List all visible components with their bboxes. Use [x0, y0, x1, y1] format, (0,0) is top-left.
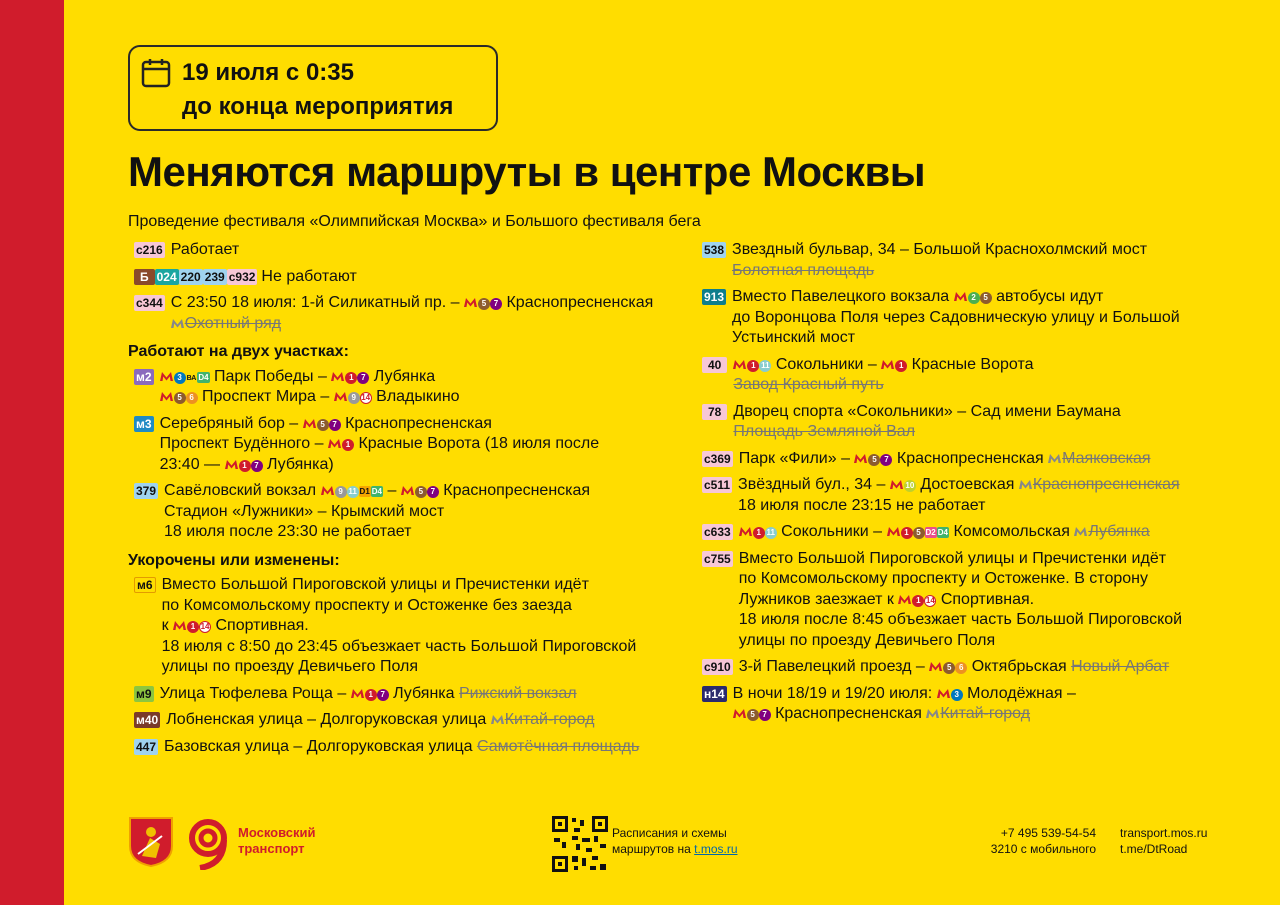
route-entry-447 [134, 737, 694, 758]
route-badge: Б [134, 269, 155, 285]
cancelled-stop-label: Китай-город [504, 711, 595, 728]
route-badge: 447 [136, 739, 157, 754]
metro-icon [331, 372, 344, 381]
route-entry-n14 [702, 684, 1242, 725]
route-text [166, 710, 694, 731]
route-text-part: Серебряный бор – [159, 414, 299, 432]
route-text-part: В ночи 18/19 и 19/20 июля: [732, 684, 933, 702]
metro-line-11-icon: 11 [761, 360, 770, 370]
route-text-part: Проспект Будённого – [159, 435, 324, 452]
route-text-part: 18 июля с 8:50 до 23:45 объезжает часть Большой Пироговской [161, 637, 637, 655]
route-entry-538 [702, 240, 1242, 281]
route-entry-c910 [702, 657, 1242, 678]
metro-line-1-icon: 1 [365, 689, 377, 701]
route-text-part: 3-й Павелецкий проезд – [738, 658, 925, 675]
metro-icon [733, 709, 746, 718]
moscow-transport-logo-icon [184, 816, 234, 870]
metro-line-1-icon: 1 [342, 439, 354, 451]
route-text-part: улицы по проезду Девичьего Поля [738, 631, 996, 649]
cancelled-stop: Завод Красный путь [733, 376, 884, 393]
metro-line-11-icon: 11 [766, 528, 775, 537]
moscow-coat-of-arms-icon [128, 816, 174, 868]
route-text-part: – [387, 482, 397, 499]
cancelled-stop [1048, 450, 1150, 467]
metro-icon [954, 292, 967, 301]
route-badge: с511 [704, 478, 731, 492]
metro-icon [160, 372, 173, 381]
route-text [732, 240, 1242, 281]
cancelled-stop [926, 705, 1030, 722]
route-badge: с755 [704, 551, 731, 566]
ba-line-icon: ВА [186, 374, 197, 382]
route-text-part: Звездный бульвар, 34 – Большой Краснохолмский мост [732, 241, 1148, 258]
metro-icon [160, 392, 173, 401]
route-badge: 220 [180, 269, 201, 284]
route-text-part: Октябрьская [971, 658, 1067, 675]
route-text [160, 367, 694, 408]
metro-line-6-icon: 6 [955, 662, 967, 674]
metro-line-1-icon: 1 [345, 372, 357, 384]
route-text-part: Лубянка [393, 684, 455, 702]
route-text-part: Достоевская [920, 476, 1015, 493]
cancelled-stop: Площадь Земляной Вал [733, 423, 916, 440]
route-badge: 40 [702, 357, 727, 373]
metro-line-1-icon: 1 [901, 527, 913, 539]
route-text-part: Парк Победы – [214, 367, 327, 385]
phone-info [990, 825, 1096, 857]
route-badge: 024 [156, 269, 177, 284]
d2-line-icon: D2 [925, 528, 936, 537]
route-text [164, 737, 694, 758]
route-text-part: Устьинский мост [732, 329, 856, 346]
route-text-part: к [161, 617, 169, 634]
route-entry-not-working [134, 267, 694, 288]
transport-site-link[interactable]: transport.mos.ru [1120, 826, 1208, 840]
route-entry-c344 [134, 293, 694, 334]
route-text: Не работают [261, 267, 357, 285]
route-entry-c511 [702, 475, 1242, 516]
route-text [733, 355, 1242, 396]
route-text [171, 293, 694, 334]
metro-line-14-icon: 14 [925, 595, 935, 605]
route-text-part: Краснопресненская [775, 705, 922, 722]
metro-line-5-icon: 5 [478, 298, 490, 310]
metro-line-2-icon: 2 [968, 292, 980, 304]
route-text [162, 575, 694, 678]
metro-icon [926, 709, 939, 718]
cancelled-stop-label: Краснопресненская [1032, 476, 1180, 493]
cancelled-stop: Самотёчная площадь [476, 737, 640, 755]
metro-line-7-icon: 7 [377, 689, 389, 701]
metro-icon [1019, 480, 1032, 489]
route-text [733, 684, 1242, 725]
route-entry-c755 [702, 549, 1242, 652]
web-links [1120, 825, 1207, 857]
route-text [738, 475, 1242, 516]
route-badge: 239 [204, 269, 225, 284]
metro-line-5-icon: 5 [317, 419, 329, 431]
route-text-part: 18 июля после 23:30 не работает [164, 523, 412, 540]
route-text-part: Краснопресненская [443, 482, 591, 499]
cancelled-stop-label: Охотный ряд [184, 314, 282, 332]
schedule-info-line-1: Расписания и схемы [612, 826, 727, 840]
cancelled-stop-label: Маяковская [1062, 449, 1151, 467]
metro-line-3-icon: 3 [174, 372, 186, 384]
route-badge: 379 [136, 484, 157, 498]
route-text-part: по Комсомольскому проспекту и Остоженке. В сторону [738, 570, 1148, 587]
telegram-link[interactable]: t.me/DtRoad [1120, 842, 1188, 856]
cancelled-stop: Новый Арбат [1071, 658, 1170, 675]
date-line-2: до конца мероприятия [182, 93, 454, 120]
route-badge: м9 [136, 686, 152, 701]
route-badge: с910 [704, 660, 731, 674]
route-badge: с344 [136, 296, 163, 310]
metro-icon [334, 392, 347, 401]
t-mos-ru-link[interactable]: t.mos.ru [694, 842, 738, 856]
route-text: Работает [170, 241, 240, 258]
route-text-part: Сокольники – [775, 355, 877, 373]
route-text-part: Вместо Павелецкого вокзала [732, 288, 950, 305]
qr-code-icon [552, 816, 608, 872]
route-text [732, 287, 1242, 349]
route-text-part: 23:40 — [159, 455, 221, 473]
route-text-part: Краснопресненская [896, 449, 1044, 467]
d4-line-icon: D4 [371, 487, 383, 496]
metro-line-1-icon: 1 [747, 360, 759, 372]
route-badge: с633 [704, 525, 731, 539]
route-text-part: Дворец спорта «Сокольники» – Сад имени Баумана [733, 402, 1121, 420]
metro-line-1-icon: 1 [912, 595, 924, 607]
route-entry-c216 [134, 240, 694, 261]
metro-line-1-icon: 1 [187, 621, 199, 633]
route-text-part: Краснопресненская [345, 414, 492, 432]
metro-line-1-icon: 1 [895, 360, 907, 372]
cancelled-stop [491, 711, 595, 728]
red-side-bar [0, 0, 64, 905]
route-text-part: по Комсомольскому проспекту и Остоженке без заезда [161, 596, 572, 614]
route-text [733, 402, 1242, 443]
route-text-part: Вместо Большой Пироговской улицы и Пречистенки идёт [738, 549, 1167, 567]
route-text-part: улицы по проезду Девичьего Поля [161, 658, 418, 675]
cancelled-stop [1074, 523, 1149, 540]
metro-icon [881, 360, 894, 369]
metro-icon [937, 689, 950, 698]
metro-line-7-icon: 7 [427, 486, 439, 498]
metro-icon [225, 460, 238, 469]
metro-icon [890, 480, 903, 489]
route-text [739, 657, 1242, 678]
date-line-1: 19 июля с 0:35 [182, 59, 354, 86]
route-text-part: до Воронцова Поля через Садовническую улицу и Большой [732, 308, 1180, 326]
route-badge: с932 [228, 269, 256, 284]
metro-icon [171, 319, 184, 328]
cancelled-stop: Болотная площадь [732, 261, 875, 279]
route-text-part: Красные Ворота (18 июля после [358, 435, 600, 452]
route-text-part: С 23:50 18 июля: 1-й Силикатный пр. – [170, 294, 460, 311]
metro-icon [303, 419, 316, 428]
metro-icon [929, 662, 942, 671]
d4-line-icon: D4 [937, 528, 948, 537]
route-badge: 78 [702, 404, 727, 420]
brand-line-1: Московский [238, 825, 316, 840]
phone-number[interactable]: +7 495 539-54-54 [1000, 826, 1096, 840]
route-badge: с369 [704, 451, 731, 466]
route-entry-m6 [134, 575, 694, 678]
route-text-part: Спортивная. [940, 590, 1035, 608]
brand-name [238, 825, 316, 857]
route-text-part: Сокольники – [781, 523, 883, 540]
page-title: Меняются маршруты в центре Москвы [128, 148, 926, 195]
route-text [164, 481, 694, 543]
metro-line-14-icon: 14 [361, 393, 371, 402]
route-entry-m40 [134, 710, 694, 731]
metro-line-7-icon: 7 [490, 298, 502, 310]
metro-line-5-icon: 5 [868, 454, 880, 466]
route-text-part: 18 июля после 23:15 не работает [738, 496, 986, 514]
cancelled-stop-label: Китай-город [940, 705, 1031, 722]
route-text-part: Красные Ворота [911, 355, 1034, 373]
route-text-part: 18 июля после 8:45 объезжает часть Большой Пироговской [738, 611, 1183, 628]
metro-icon [854, 454, 867, 463]
route-text-part: Лубянка [373, 367, 436, 385]
route-text-part: Лубянка) [266, 455, 334, 473]
route-text-part: Лобненская улица – Долгоруковская улица [166, 711, 487, 728]
metro-line-1-icon: 1 [239, 460, 251, 472]
metro-line-7-icon: 7 [759, 709, 771, 721]
route-text-part: Звёздный бул., 34 – [738, 476, 886, 493]
route-text-part: Парк «Фили» – [738, 449, 850, 467]
schedule-info-line-2: маршрутов на [612, 842, 695, 856]
right-column [702, 240, 1242, 725]
metro-line-7-icon: 7 [329, 419, 341, 431]
route-badge: н14 [704, 686, 725, 701]
section-shortened: Укорочены или изменены: [128, 551, 340, 569]
metro-line-5-icon: 5 [943, 662, 955, 674]
route-badge: м2 [136, 369, 152, 384]
route-text-part: Савёловский вокзал [164, 482, 317, 499]
cancelled-stop: Рижский вокзал [459, 684, 577, 702]
route-text [160, 684, 694, 705]
route-badge: 538 [704, 243, 725, 257]
d4-line-icon: D4 [198, 372, 209, 382]
d1-line-icon: D1 [359, 487, 370, 496]
route-text [739, 549, 1242, 652]
metro-icon [328, 439, 341, 448]
metro-icon [491, 715, 504, 724]
metro-line-5-icon: 5 [747, 709, 759, 721]
metro-icon [887, 527, 900, 536]
route-entry-c633 [702, 522, 1242, 543]
route-entry-m2 [134, 367, 694, 408]
metro-icon [401, 486, 414, 495]
schedule-info [612, 825, 738, 857]
route-text-part: Улица Тюфелева Роща – [159, 684, 347, 702]
route-text-part: Вместо Большой Пироговской улицы и Пречистенки идёт [161, 576, 589, 593]
metro-icon [733, 360, 746, 369]
metro-line-5-icon: 5 [913, 527, 925, 539]
route-entry-78 [702, 402, 1242, 443]
metro-line-7-icon: 7 [357, 372, 369, 384]
route-text-part: автобусы идут [996, 288, 1104, 305]
date-box [128, 45, 498, 131]
route-text [739, 522, 1242, 543]
route-text-part: Спортивная. [215, 617, 309, 634]
metro-line-11-icon: 11 [348, 487, 357, 496]
route-entry-m3 [134, 414, 694, 476]
metro-icon [464, 298, 477, 307]
section-two-parts: Работают на двух участках: [128, 343, 349, 360]
cancelled-stop [171, 315, 281, 332]
cancelled-stop-label: Лубянка [1088, 523, 1150, 540]
route-entry-40 [702, 355, 1242, 396]
route-entry-379 [134, 481, 694, 543]
route-text-part: Молодёжная – [967, 684, 1076, 702]
brand-line-2: транспорт [238, 841, 305, 856]
metro-icon [173, 621, 186, 630]
route-entry-c369 [702, 449, 1242, 470]
route-text-part: Владыкино [376, 388, 460, 405]
metro-line-7-icon: 7 [251, 460, 263, 472]
metro-line-3-icon: 3 [951, 689, 963, 701]
route-badge: м40 [136, 713, 159, 727]
metro-icon [321, 486, 334, 495]
route-badge: м6 [134, 577, 156, 593]
metro-line-5-icon: 5 [415, 486, 427, 498]
route-text-part: Проспект Мира – [202, 388, 330, 405]
route-text-part: Лужников заезжает к [738, 590, 894, 608]
route-text-part: Краснопресненская [506, 294, 654, 311]
route-badge: 913 [704, 290, 725, 304]
route-entry-913 [702, 287, 1242, 349]
metro-line-5-icon: 5 [980, 292, 992, 304]
page-subtitle: Проведение фестиваля «Олимпийская Москва» и Большого фестиваля бега [128, 213, 701, 230]
route-entry-m9 [134, 684, 694, 705]
metro-line-1-icon: 1 [753, 527, 765, 539]
metro-icon [739, 527, 752, 536]
route-text [160, 414, 694, 476]
metro-line-10-icon: 10 [905, 481, 915, 490]
cancelled-stop [1019, 476, 1180, 493]
route-text-part: Стадион «Лужники» – Крымский мост [164, 502, 445, 520]
route-text [739, 449, 1242, 470]
route-badge: c216 [136, 243, 163, 257]
metro-icon [898, 595, 911, 604]
metro-line-5-icon: 5 [174, 392, 186, 404]
route-text-part: Комсомольская [953, 523, 1070, 540]
metro-line-14-icon: 14 [200, 622, 210, 631]
mobile-number[interactable]: 3210 с мобильного [990, 842, 1096, 856]
metro-icon [351, 689, 364, 698]
metro-line-6-icon: 6 [186, 392, 198, 404]
metro-line-9-icon: 9 [348, 392, 360, 404]
route-text-part: Базовская улица – Долгоруковская улица [164, 737, 473, 755]
calendar-icon [140, 57, 172, 89]
metro-line-9-icon: 9 [335, 486, 347, 498]
left-column [128, 240, 694, 757]
route-badge: м3 [136, 416, 152, 431]
metro-line-7-icon: 7 [880, 454, 892, 466]
metro-icon [1074, 527, 1087, 536]
metro-icon [1048, 454, 1061, 463]
